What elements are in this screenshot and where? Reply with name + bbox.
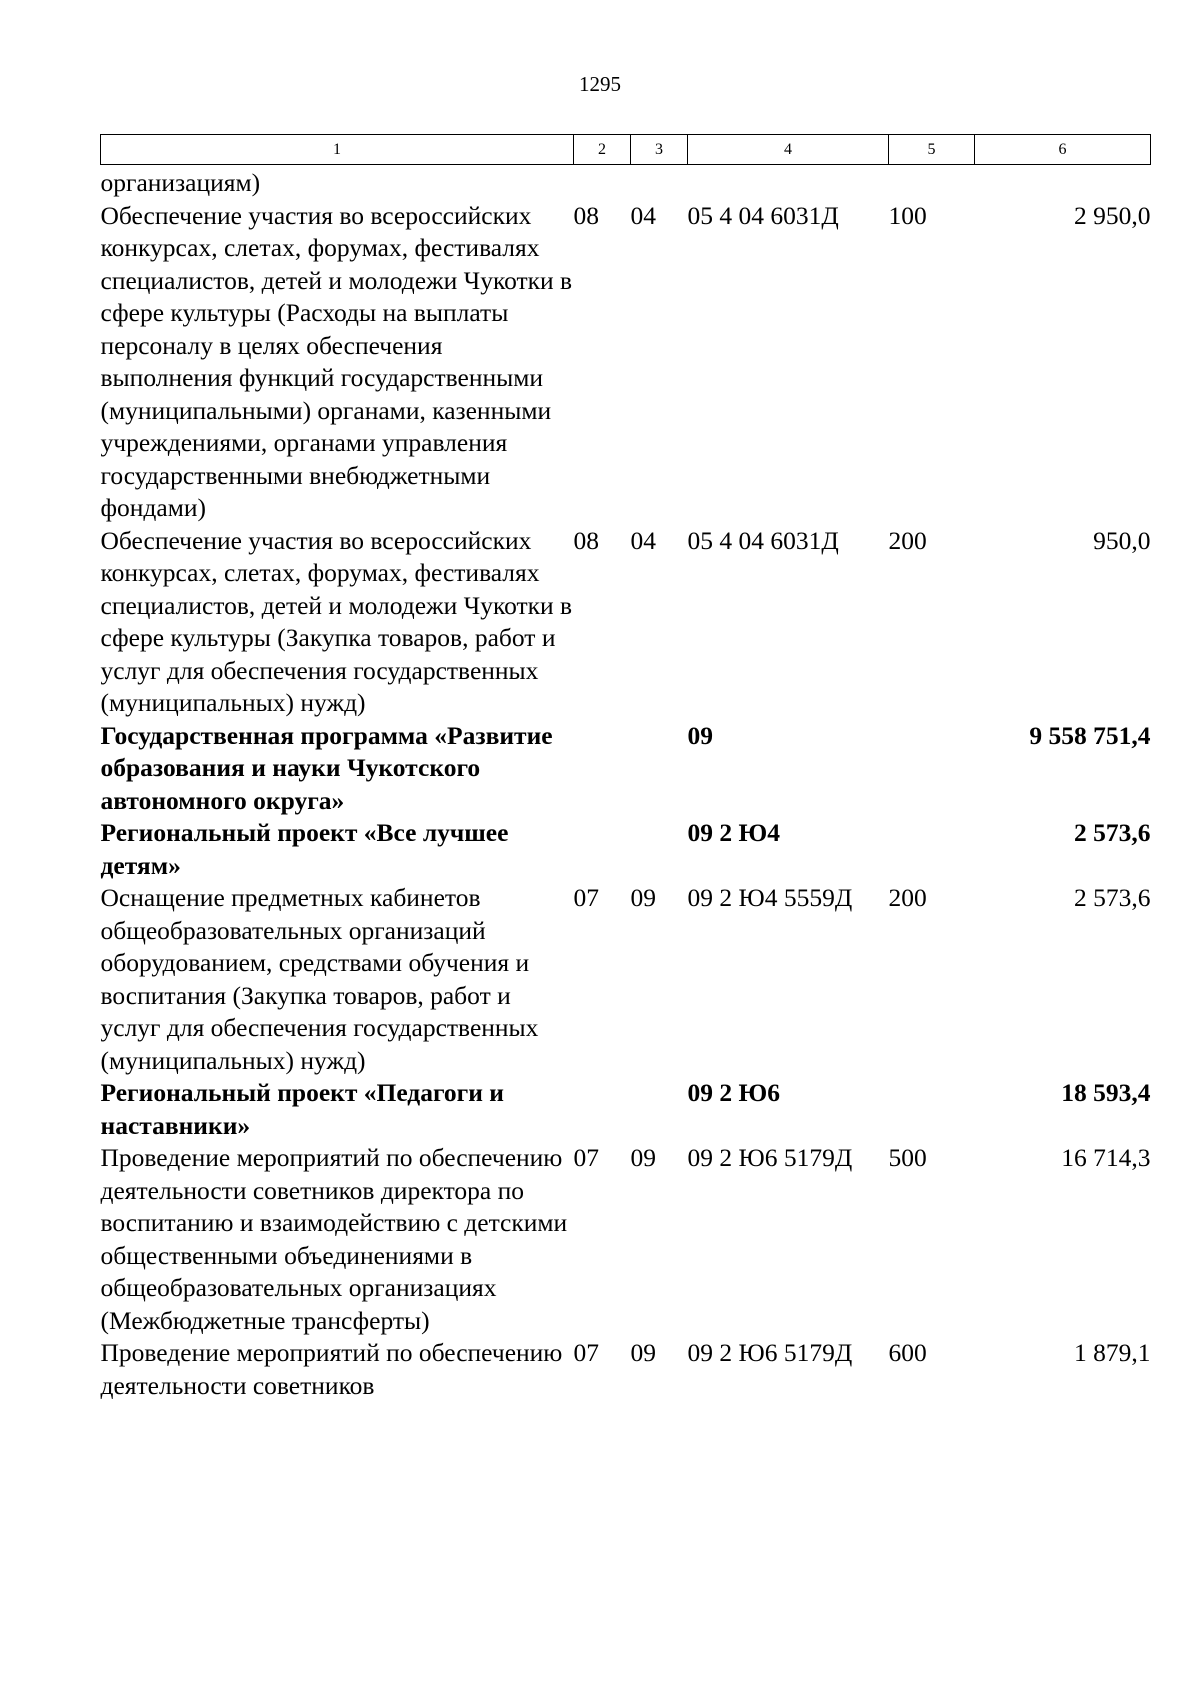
table-row	[101, 167, 1151, 200]
row-subsection: 09	[630, 1143, 656, 1172]
table-row	[101, 1142, 1151, 1337]
row-description: Обеспечение участия во всероссийских конкурсах, слетах, форумах, фестивалях специалистов, детей и молодежи Чукотки в сфере культуры (Расходы на выплаты персоналу в целях обеспечения выполнения функций государственными (муниципальными) органами, казенными учреждениями, органами управления государственными внебюджетными фондами)	[100, 200, 573, 522]
row-subsection: 04	[630, 525, 656, 555]
row-target-code: 09 2 Ю4 5559Д	[687, 883, 853, 912]
row-target-code: 09 2 Ю6 5179Д	[687, 1143, 853, 1172]
row-expense-type	[889, 1077, 975, 1142]
row-expense-type: 100	[888, 200, 927, 230]
row-expense-type: 500	[888, 1143, 927, 1172]
row-description: Региональный проект «Все лучшее детям»	[100, 818, 509, 880]
row-expense-type: 600	[888, 1338, 927, 1367]
row-amount: 2 573,6	[1074, 818, 1151, 847]
row-description: Государственная программа «Развитие образования и науки Чукотского автономного округа»	[100, 720, 553, 815]
row-amount: 2 573,6	[1074, 883, 1151, 912]
page-number: 1295	[579, 72, 621, 96]
table-row	[101, 882, 1151, 1077]
column-header: 5	[889, 135, 975, 165]
row-subsection	[631, 817, 688, 882]
table-row	[101, 525, 1151, 720]
row-section	[574, 720, 631, 818]
row-section: 07	[573, 1143, 599, 1172]
column-header: 4	[688, 135, 889, 165]
row-section	[574, 167, 631, 200]
table-row-program	[101, 720, 1151, 818]
row-description: Оснащение предметных кабинетов общеобразовательных организаций оборудованием, средствами обучения и воспитания (Закупка товаров, работ и услуг для обеспечения государственных (муниципальных) нужд)	[100, 883, 539, 1075]
row-subsection	[631, 167, 688, 200]
row-description: Обеспечение участия во всероссийских конкурсах, слетах, форумах, фестивалях специалистов, детей и молодежи Чукотки в сфере культуры (Закупка товаров, работ и услуг для обеспечения государственных (муниципальных) нужд)	[100, 525, 573, 717]
row-expense-type: 200	[888, 525, 927, 555]
row-target-code: 05 4 04 6031Д	[687, 525, 839, 555]
row-amount: 16 714,3	[1061, 1143, 1151, 1172]
row-target-code: 09	[687, 720, 713, 750]
row-expense-type	[889, 817, 975, 882]
column-header: 1	[101, 135, 574, 165]
column-header: 3	[631, 135, 688, 165]
row-subsection	[631, 720, 688, 818]
column-number-header	[101, 135, 1151, 165]
table-row-project	[101, 817, 1151, 882]
row-section	[574, 817, 631, 882]
row-amount: 2 950,0	[1074, 200, 1151, 230]
row-expense-type	[889, 720, 975, 818]
row-target-code	[688, 167, 889, 200]
row-description: Проведение мероприятий по обеспечению деятельности советников директора по воспитанию и взаимодействию с детскими общественными объединениями в общеобразовательных организациях (Межбюджетные трансферты)	[100, 1143, 568, 1335]
row-amount: 18 593,4	[1061, 1078, 1151, 1107]
table-row-project	[101, 1077, 1151, 1142]
row-expense-type: 200	[888, 883, 927, 912]
row-subsection: 09	[630, 883, 656, 912]
row-expense-type	[889, 167, 975, 200]
row-description: организациям)	[100, 168, 261, 197]
table-row	[101, 200, 1151, 525]
row-amount: 950,0	[1093, 525, 1151, 555]
row-subsection: 09	[630, 1338, 656, 1367]
row-section: 07	[573, 883, 599, 912]
row-amount: 9 558 751,4	[1029, 720, 1151, 750]
row-amount: 1 879,1	[1074, 1338, 1151, 1367]
row-subsection	[631, 1077, 688, 1142]
row-section: 08	[573, 525, 599, 555]
column-header: 2	[574, 135, 631, 165]
row-description: Проведение мероприятий по обеспечению деятельности советников	[100, 1338, 563, 1400]
row-amount	[975, 167, 1151, 200]
row-section	[574, 1077, 631, 1142]
row-target-code: 09 2 Ю6 5179Д	[687, 1338, 853, 1367]
row-description: Региональный проект «Педагоги и наставники»	[100, 1078, 504, 1140]
row-target-code: 09 2 Ю4	[687, 818, 780, 847]
row-subsection: 04	[630, 200, 656, 230]
table-row	[101, 1337, 1151, 1402]
row-section: 07	[573, 1338, 599, 1367]
row-target-code: 05 4 04 6031Д	[687, 200, 839, 230]
column-header: 6	[975, 135, 1151, 165]
row-target-code: 09 2 Ю6	[687, 1078, 780, 1107]
row-section: 08	[573, 200, 599, 230]
budget-table	[100, 134, 1151, 1402]
